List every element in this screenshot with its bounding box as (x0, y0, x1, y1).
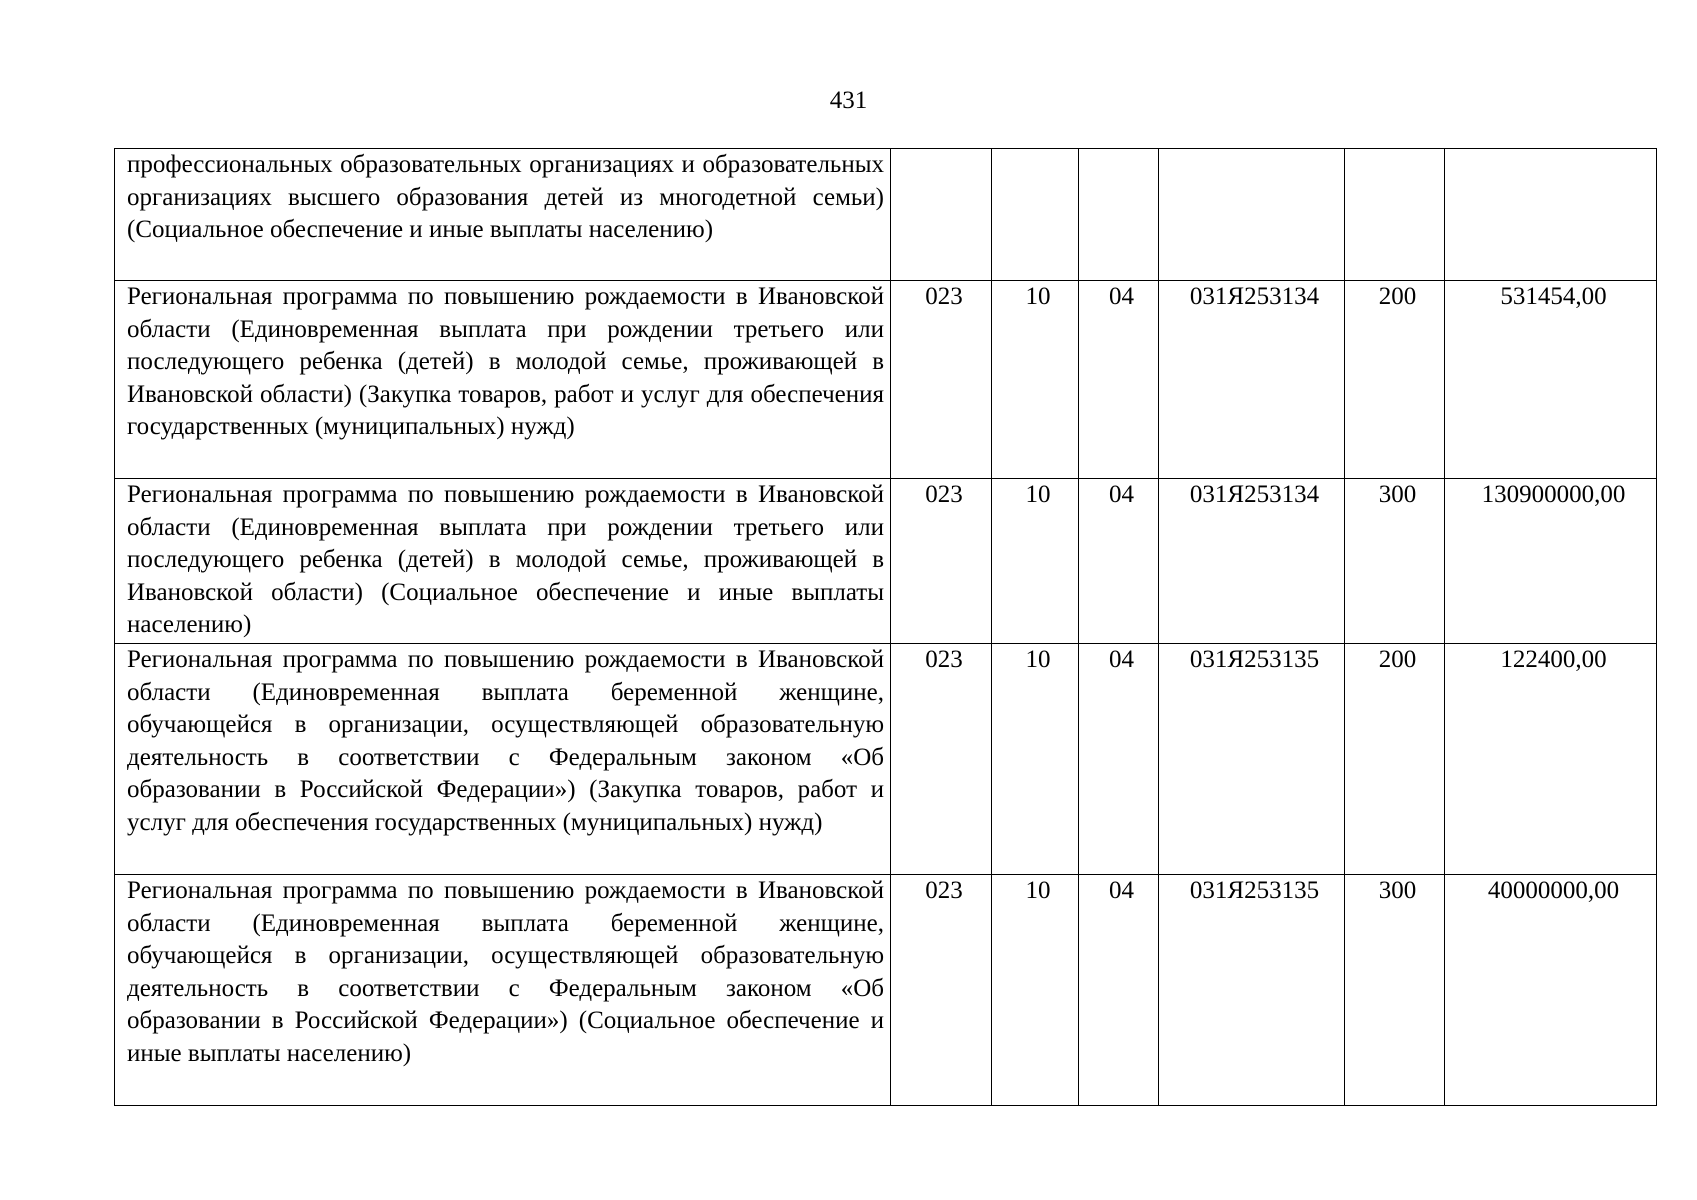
section-code: 10 (992, 875, 1079, 1106)
amount-value: 122400,00 (1445, 644, 1657, 875)
target-article-code: 031Я253134 (1159, 479, 1345, 644)
target-article-code (1159, 149, 1345, 281)
expense-type-code: 300 (1345, 875, 1445, 1106)
expense-type-code: 200 (1345, 281, 1445, 479)
subsection-code: 04 (1079, 644, 1159, 875)
page-number: 431 (829, 87, 868, 114)
table-row (115, 644, 1657, 875)
section-code: 10 (992, 281, 1079, 479)
subsection-code (1079, 149, 1159, 281)
ministry-code (891, 149, 992, 281)
subsection-code: 04 (1079, 281, 1159, 479)
target-article-code: 031Я253135 (1159, 644, 1345, 875)
table-row (115, 281, 1657, 479)
ministry-code: 023 (891, 479, 992, 644)
section-code: 10 (992, 479, 1079, 644)
ministry-code: 023 (891, 875, 992, 1106)
row-description: Региональная программа по повышению рождаемости в Ивановской области (Единовременная выплата беременной женщине, обучающейся в организации, осуществляющей образовательную деятельность в соответствии с Федеральным законом «Об образовании в Российской Федерации») (Социальное обеспечение и иные выплаты населению) (115, 875, 891, 1106)
amount-value: 40000000,00 (1445, 875, 1657, 1106)
table-row (115, 479, 1657, 644)
table-row (115, 875, 1657, 1106)
target-article-code: 031Я253134 (1159, 281, 1345, 479)
row-description: Региональная программа по повышению рождаемости в Ивановской области (Единовременная выплата при рождении третьего или последующего ребенка (детей) в молодой семье, проживающей в Ивановской области) (Закупка товаров, работ и услуг для обеспечения государственных (муниципальных) нужд) (115, 281, 891, 479)
table-row (115, 149, 1657, 281)
row-description: Региональная программа по повышению рождаемости в Ивановской области (Единовременная выплата беременной женщине, обучающейся в организации, осуществляющей образовательную деятельность в соответствии с Федеральным законом «Об образовании в Российской Федерации») (Закупка товаров, работ и услуг для обеспечения государственных (муниципальных) нужд) (115, 644, 891, 875)
ministry-code: 023 (891, 281, 992, 479)
budget-table (114, 148, 1657, 1106)
section-code: 10 (992, 644, 1079, 875)
row-description: профессиональных образовательных организациях и образовательных организациях высшего образования детей из многодетной семьи) (Социальное обеспечение и иные выплаты населению) (115, 149, 891, 281)
expense-type-code: 200 (1345, 644, 1445, 875)
amount-value: 531454,00 (1445, 281, 1657, 479)
row-description: Региональная программа по повышению рождаемости в Ивановской области (Единовременная выплата при рождении третьего или последующего ребенка (детей) в молодой семье, проживающей в Ивановской области) (Социальное обеспечение и иные выплаты населению) (115, 479, 891, 644)
amount-value: 130900000,00 (1445, 479, 1657, 644)
subsection-code: 04 (1079, 479, 1159, 644)
target-article-code: 031Я253135 (1159, 875, 1345, 1106)
amount-value (1445, 149, 1657, 281)
section-code (992, 149, 1079, 281)
expense-type-code: 300 (1345, 479, 1445, 644)
subsection-code: 04 (1079, 875, 1159, 1106)
ministry-code: 023 (891, 644, 992, 875)
expense-type-code (1345, 149, 1445, 281)
